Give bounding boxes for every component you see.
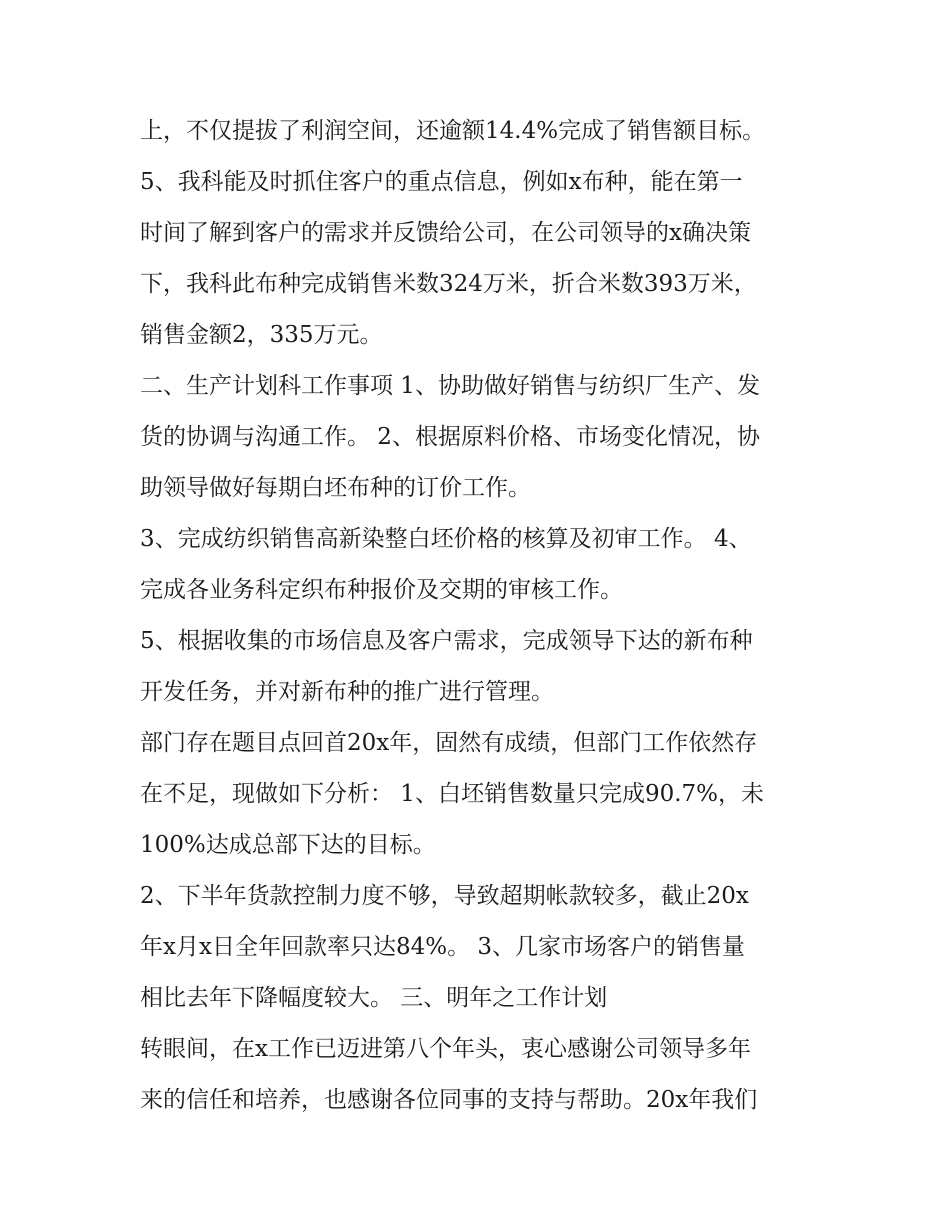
text-line: 年x月x日全年回款率只达84%。 3、几家市场客户的销售量 bbox=[140, 934, 746, 960]
text-line: 二、生产计划科工作事项 1、协助做好销售与纺织厂生产、发 bbox=[140, 373, 760, 399]
text-line: 在不足，现做如下分析： 1、白坯销售数量只完成90.7%，未 bbox=[140, 781, 765, 807]
text-line: 开发任务，并对新布种的推广进行管理。 bbox=[140, 679, 554, 705]
text-line: 转眼间，在x工作已迈进第八个年头，衷心感谢公司领导多年 bbox=[140, 1036, 751, 1062]
text-line: 相比去年下降幅度较大。 三、明年之工作计划 bbox=[140, 985, 608, 1011]
text-line: 销售金额2，335万元。 bbox=[140, 322, 383, 348]
text-line: 5、我科能及时抓住客户的重点信息，例如x布种，能在第一 bbox=[140, 169, 743, 195]
document-body bbox=[140, 106, 820, 1126]
text-line: 来的信任和培养，也感谢各位同事的支持与帮助。20x年我们 bbox=[140, 1087, 758, 1113]
text-line: 下，我科此布种完成销售米数324万米，折合米数393万米， bbox=[140, 271, 757, 297]
text-line: 完成各业务科定织布种报价及交期的审核工作。 bbox=[140, 577, 623, 603]
text-line: 时间了解到客户的需求并反馈给公司，在公司领导的x确决策 bbox=[140, 220, 751, 246]
text-line: 5、根据收集的市场信息及客户需求，完成领导下达的新布种 bbox=[140, 628, 753, 654]
text-line: 上，不仅提拔了利润空间，还逾额14.4%完成了销售额目标。 bbox=[140, 118, 766, 144]
text-line: 2、下半年货款控制力度不够，导致超期帐款较多，截止20x bbox=[140, 883, 749, 909]
text-line: 货的协调与沟通工作。 2、根据原料价格、市场变化情况，协 bbox=[140, 424, 760, 450]
text-line: 助领导做好每期白坯布种的订价工作。 bbox=[140, 475, 531, 501]
text-line: 100%达成总部下达的目标。 bbox=[140, 832, 436, 858]
text-line: 3、完成纺织销售高新染整白坯价格的核算及初审工作。 4、 bbox=[140, 526, 752, 552]
text-line: 部门存在题目点回首20x年，固然有成绩，但部门工作依然存 bbox=[140, 730, 758, 756]
